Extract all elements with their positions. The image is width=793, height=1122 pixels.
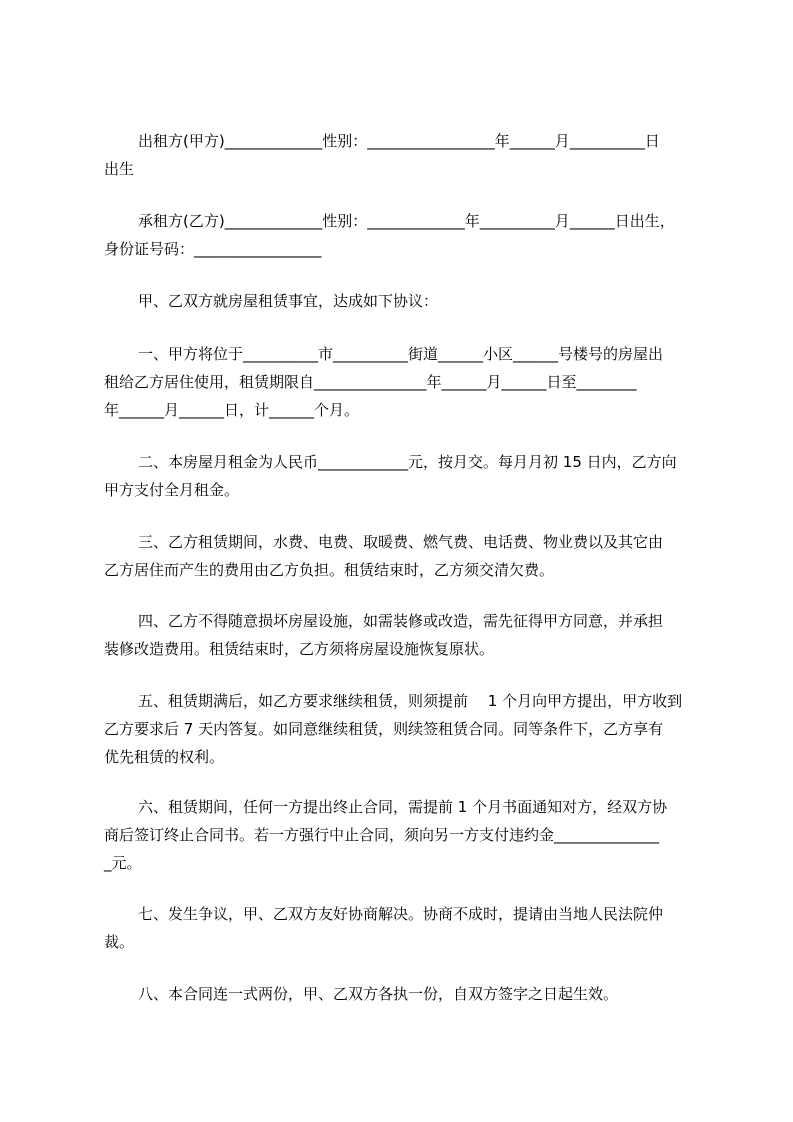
paragraph-clause-5 [104, 687, 704, 771]
paragraph-clause-4 [104, 607, 704, 663]
clause-4-line-2: 装修改造费用。租赁结束时，乙方须将房屋设施恢复原状。 [104, 640, 495, 658]
paragraph-intro [104, 287, 704, 315]
paragraph-clause-1 [104, 340, 704, 424]
clause-1-line-2: 租给乙方居住使用，租赁期限自_______________年______月______日至________ [104, 373, 637, 391]
lessor-line-1: 出租方(甲方)_____________性别：_________________年______月__________日 [138, 132, 660, 150]
clause-6-line-1: 六、租赁期间，任何一方提出终止合同，需提前 1 个月书面通知对方，经双方协 [138, 798, 668, 816]
clause-1-line-3: 年______月______日，计______个月。 [104, 401, 360, 419]
clause-6-line-2: 商后签订终止合同书。若一方强行中止合同，须向另一方支付违约金______________ [104, 826, 660, 844]
paragraph-lessor [104, 127, 704, 183]
lessor-line-2: 出生 [104, 160, 135, 178]
clause-2-line-1: 二、本房屋月租金为人民币____________元，按月交。每月月初 15 日内，乙方向 [138, 453, 677, 471]
paragraph-clause-8 [104, 980, 704, 1008]
paragraph-clause-6 [104, 793, 704, 877]
clause-5-line-2: 乙方要求后 7 天内答复。如同意继续租赁，则续签租赁合同。同等条件下，乙方享有 [104, 720, 664, 738]
paragraph-clause-2 [104, 448, 704, 504]
clause-3-line-1: 三、乙方租赁期间，水费、电费、取暖费、燃气费、电话费、物业费以及其它由 [138, 533, 664, 551]
clause-7-line-1: 七、发生争议，甲、乙双方友好协商解决。协商不成时，提请由当地人民法院仲 [138, 905, 664, 923]
lessee-line-1: 承租方(乙方)_____________性别：_____________年__________月______日出生， [138, 212, 675, 230]
clause-8-line-1: 八、本合同连一式两份，甲、乙双方各执一份，自双方签字之日起生效。 [138, 985, 619, 1003]
intro-line-1: 甲、乙双方就房屋租赁事宜，达成如下协议： [138, 292, 439, 310]
paragraph-clause-3 [104, 528, 704, 584]
clause-5-line-3: 优先租赁的权利。 [104, 748, 225, 766]
clause-6-line-3: _元。 [104, 854, 142, 872]
paragraph-clause-7 [104, 900, 704, 956]
clause-5-line-1: 五、租赁期满后，如乙方要求继续租赁，则须提前 1 个月向甲方提出，甲方收到 [138, 692, 683, 710]
clause-1-line-1: 一、甲方将位于__________市__________街道______小区______号楼号的房屋出 [138, 345, 664, 363]
clause-3-line-2: 乙方居住而产生的费用由乙方负担。租赁结束时，乙方须交清欠费。 [104, 561, 555, 579]
clause-7-line-2: 裁。 [104, 933, 135, 951]
clause-4-line-1: 四、乙方不得随意损坏房屋设施，如需装修或改造，需先征得甲方同意，并承担 [138, 612, 664, 630]
lessee-line-2: 身份证号码：_________________ [104, 240, 322, 258]
clause-2-line-2: 甲方支付全月租金。 [104, 481, 240, 499]
paragraph-lessee [104, 207, 704, 263]
